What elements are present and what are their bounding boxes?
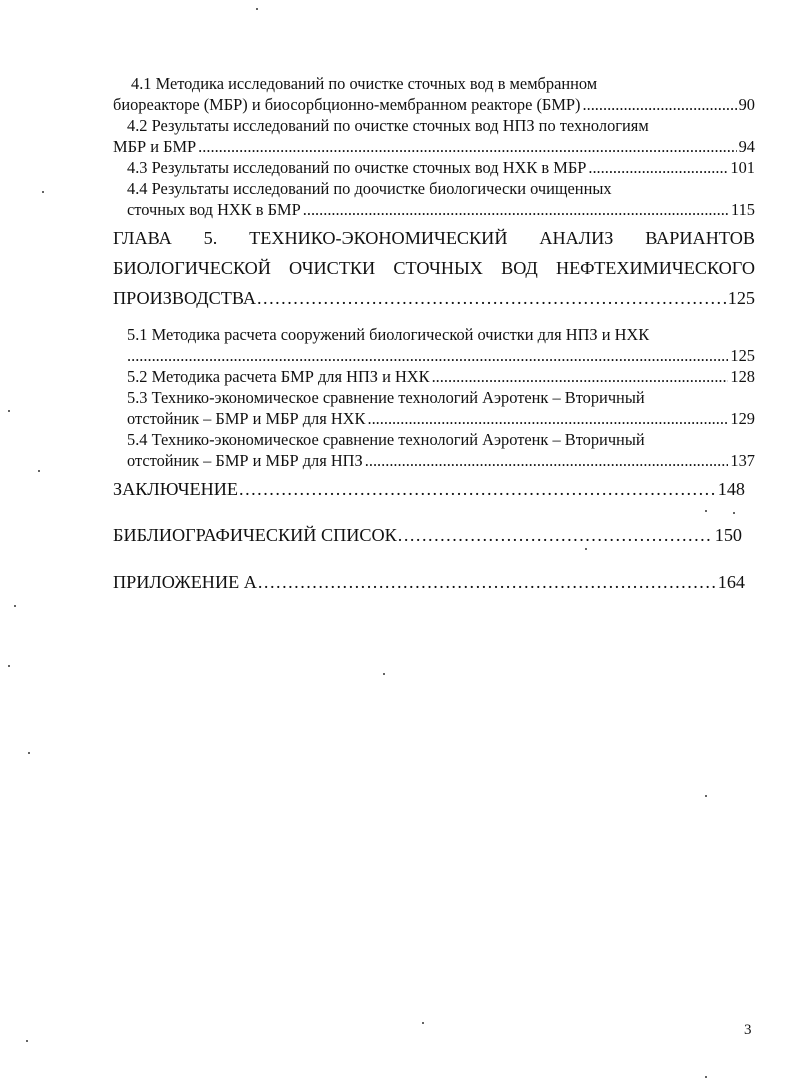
dot-leader	[588, 157, 728, 178]
toc-appendix-page: 164	[717, 572, 745, 592]
toc-entry-4-1	[113, 94, 755, 115]
toc-5-3-title-cont: отстойник – БМР и МБР для НХК	[127, 409, 366, 428]
chapter-word: СТОЧНЫХ	[393, 258, 483, 278]
dot-leader	[432, 366, 729, 387]
toc-chapter-5-line2	[113, 256, 755, 280]
dot-leader	[398, 523, 713, 547]
scan-speck	[705, 510, 707, 512]
toc-5-3-page: 129	[730, 409, 755, 428]
toc-4-4-title-cont: сточных вод НХК в БМР	[127, 200, 301, 219]
scan-speck	[383, 673, 385, 675]
toc-4-1-title: 4.1 Методика исследований по очистке сточных вод в мембранном	[131, 74, 598, 93]
chapter-word: ВАРИАНТОВ	[645, 228, 755, 248]
toc-4-2-title-cont: МБР и БМР	[113, 137, 197, 156]
toc-4-1-title-cont: биореакторе (МБР) и биосорбционно-мембранном реакторе (БМР)	[113, 95, 581, 114]
scan-speck	[422, 1022, 424, 1024]
toc-bibliography-title: БИБЛИОГРАФИЧЕСКИЙ СПИСОК	[113, 525, 397, 545]
toc-4-1-page: 90	[738, 95, 755, 114]
toc-4-4-page: 115	[731, 200, 755, 219]
scan-speck	[8, 665, 10, 667]
scan-speck	[705, 795, 707, 797]
toc-4-4-title: 4.4 Результаты исследований по доочистке биологически очищенных	[127, 179, 612, 198]
dot-leader	[303, 199, 729, 220]
scan-speck	[38, 470, 40, 472]
toc-5-4-page: 137	[730, 451, 755, 470]
dot-leader	[258, 570, 716, 594]
chapter-word: ГЛАВА	[113, 228, 172, 248]
toc-chapter-5-line3	[113, 286, 755, 310]
toc-4-2-page: 94	[738, 137, 755, 156]
toc-5-3-title: 5.3 Технико-экономическое сравнение технологий Аэротенк – Вторичный	[127, 388, 645, 407]
toc-entry-5-2	[127, 366, 755, 387]
toc-chapter-5-line1	[113, 226, 755, 250]
toc-conclusion-page: 148	[717, 479, 745, 499]
dot-leader	[239, 477, 716, 501]
toc-appendix-title: ПРИЛОЖЕНИЕ А	[113, 572, 257, 592]
toc-conclusion-title: ЗАКЛЮЧЕНИЕ	[113, 479, 239, 499]
chapter-word: НЕФТЕХИМИЧЕСКОГО	[555, 258, 755, 278]
toc-appendix	[113, 570, 745, 594]
toc-entry-4-3	[127, 157, 755, 178]
toc-entry-5-1	[127, 345, 755, 366]
toc-5-2-page: 128	[730, 367, 755, 386]
dot-leader	[583, 94, 737, 115]
toc-4-3-page: 101	[730, 158, 755, 177]
chapter-word: ТЕХНИКО-ЭКОНОМИЧЕСКИЙ	[249, 228, 508, 248]
chapter-word: ОЧИСТКИ	[289, 258, 376, 278]
toc-5-4-title-cont: отстойник – БМР и МБР для НПЗ	[127, 451, 363, 470]
scan-speck	[14, 605, 16, 607]
dot-leader	[257, 286, 726, 310]
scan-speck	[42, 191, 44, 193]
scan-speck	[705, 1076, 707, 1078]
toc-5-1-title: 5.1 Методика расчета сооружений биологической очистки для НПЗ и НХК	[127, 325, 650, 344]
page-number: 3	[744, 1022, 752, 1038]
scan-speck	[26, 1040, 28, 1042]
chapter-word: 5.	[203, 228, 218, 248]
chapter-word: АНАЛИЗ	[539, 228, 614, 248]
toc-chapter-5-title-end: ПРОИЗВОДСТВА	[113, 288, 256, 308]
toc-4-3-title: 4.3 Результаты исследований по очистке сточных вод НХК в МБР	[127, 158, 587, 177]
toc-bibliography	[113, 523, 742, 547]
scan-speck	[733, 512, 735, 514]
chapter-word: БИОЛОГИЧЕСКОЙ	[113, 258, 271, 278]
chapter-word: ВОД	[501, 258, 538, 278]
toc-5-2-title: 5.2 Методика расчета БМР для НПЗ и НХК	[127, 367, 430, 386]
toc-bibliography-page: 150	[714, 525, 742, 545]
toc-chapter-5-page: 125	[727, 288, 755, 308]
dot-leader	[198, 136, 736, 157]
toc-5-1-page: 125	[730, 346, 755, 365]
scan-speck	[28, 752, 30, 754]
toc-4-2-title: 4.2 Результаты исследований по очистке сточных вод НПЗ по технологиям	[127, 116, 649, 135]
dot-leader	[127, 345, 728, 366]
toc-entry-5-3	[127, 408, 755, 429]
toc-5-4-title: 5.4 Технико-экономическое сравнение технологий Аэротенк – Вторичный	[127, 430, 645, 449]
toc-entry-4-4	[127, 199, 755, 220]
scan-speck	[256, 8, 258, 10]
scan-speck	[585, 548, 587, 550]
dot-leader	[365, 450, 729, 471]
toc-conclusion	[113, 477, 745, 501]
toc-entry-5-4	[127, 450, 755, 471]
dot-leader	[367, 408, 728, 429]
scan-speck	[8, 410, 10, 412]
toc-entry-4-2	[113, 136, 755, 157]
